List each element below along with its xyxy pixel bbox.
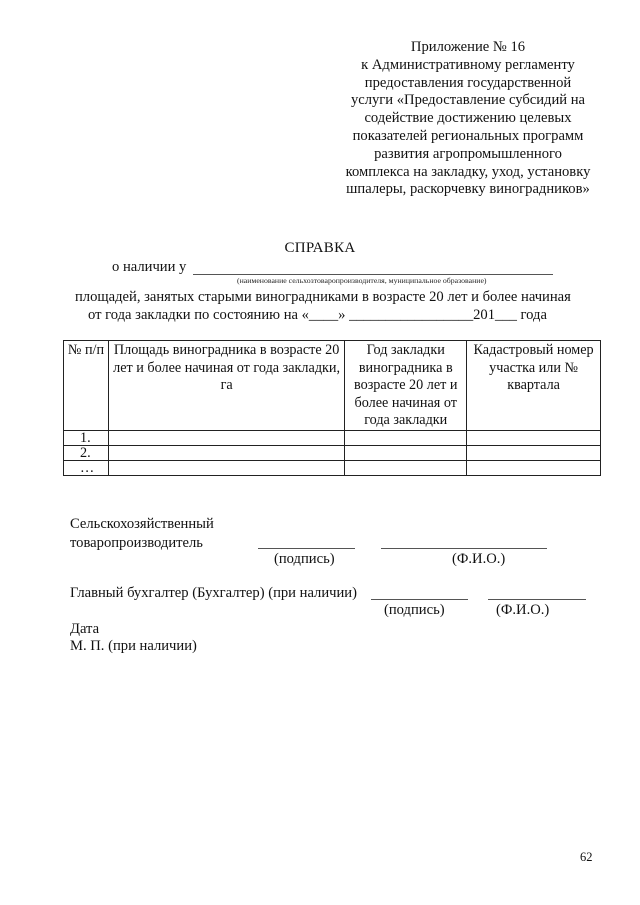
table-cell[interactable] <box>345 445 467 460</box>
accountant-signature-caption: (подпись) <box>384 602 445 618</box>
date-label: Дата <box>70 621 100 637</box>
column-header-area: Площадь виноградника в возрасте 20 лет и более начиная от года закладки, га <box>108 341 344 431</box>
accountant-label: Главный бухгалтер (Бухгалтер) (при наличии) <box>70 585 357 601</box>
table-cell[interactable] <box>108 445 344 460</box>
availability-prefix: о наличии у <box>112 259 187 275</box>
producer-signature-line[interactable] <box>258 548 355 549</box>
appendix-line: показателей региональных программ <box>352 127 584 144</box>
stamp-label: М. П. (при наличии) <box>70 638 197 654</box>
document-title: СПРАВКА <box>284 240 356 256</box>
appendix-line: развития агропромышленного <box>374 145 562 162</box>
table-row <box>64 460 601 475</box>
producer-name-line[interactable] <box>381 548 547 549</box>
appendix-line: содействие достижению целевых <box>364 110 572 127</box>
accountant-name-line[interactable] <box>488 599 586 600</box>
producer-fill-line[interactable] <box>193 274 553 275</box>
table-cell[interactable] <box>108 460 344 475</box>
table-row <box>64 430 601 445</box>
appendix-header <box>318 39 618 199</box>
table-cell[interactable] <box>345 430 467 445</box>
table-cell: 2. <box>64 445 109 460</box>
vineyard-table <box>63 340 601 476</box>
appendix-line: предоставления государственной <box>364 74 572 91</box>
accountant-name-caption: (Ф.И.О.) <box>496 602 550 618</box>
table-header-row <box>64 341 601 431</box>
producer-name-caption: (Ф.И.О.) <box>452 551 506 567</box>
table-cell[interactable] <box>467 460 601 475</box>
table-cell[interactable] <box>467 445 601 460</box>
appendix-line: шпалеры, раскорчевку виноградников» <box>346 181 590 198</box>
table-cell[interactable] <box>108 430 344 445</box>
producer-signature-caption: (подпись) <box>274 551 335 567</box>
description-line-2: от года закладки по состоянию на «____» _________________201___ года <box>88 307 547 323</box>
appendix-line: Приложение № 16 <box>410 39 526 55</box>
table-row <box>64 445 601 460</box>
appendix-line: комплекса на закладку, уход, установку <box>345 163 591 180</box>
description-line-1: площадей, занятых старыми виноградниками в возрасте 20 лет и более начиная <box>75 289 571 305</box>
producer-label-line-2: товаропроизводитель <box>70 535 203 551</box>
producer-caption: (наименование сельхозтоваропроизводителя, муниципальное образование) <box>237 276 487 285</box>
accountant-signature-line[interactable] <box>371 599 468 600</box>
appendix-line: услуги «Предоставление субсидий на <box>350 92 586 109</box>
appendix-line: к Административному регламенту <box>361 56 575 73</box>
table-cell: 1. <box>64 430 109 445</box>
table-cell[interactable] <box>467 430 601 445</box>
table-cell: … <box>64 460 109 475</box>
column-header-year: Год закладки виноградника в возрасте 20 лет и более начиная от года закладки <box>345 341 467 431</box>
table-cell[interactable] <box>345 460 467 475</box>
producer-label-line-1: Сельскохозяйственный <box>70 516 214 532</box>
column-header-number: № п/п <box>64 341 109 431</box>
column-header-cadastral: Кадастровый номер участка или № квартала <box>467 341 601 431</box>
page-number: 62 <box>580 850 593 864</box>
